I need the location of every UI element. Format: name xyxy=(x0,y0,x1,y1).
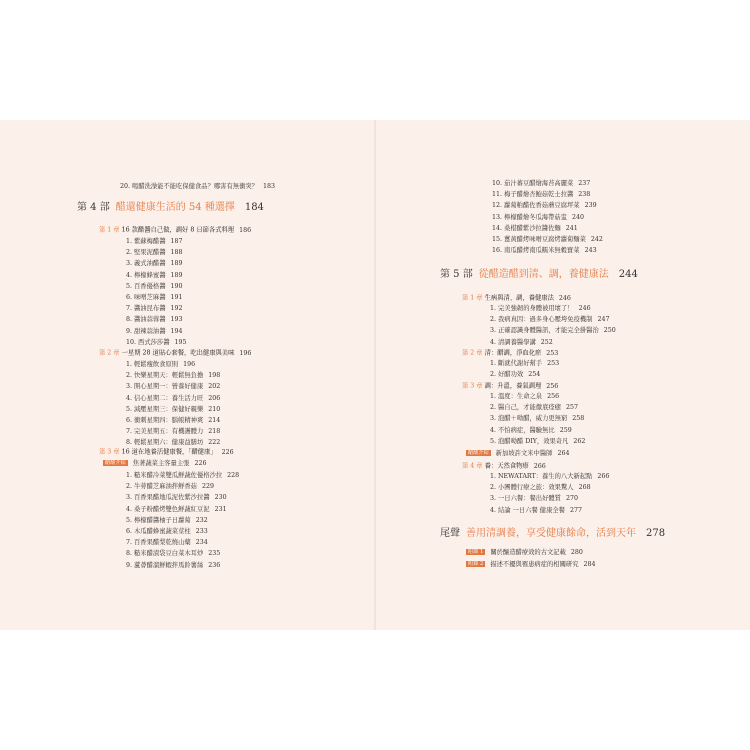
toc-entry-title: 4. 清調養醫學講 xyxy=(490,338,536,346)
toc-entry xyxy=(126,472,239,480)
toc-entry-page: 196 xyxy=(183,361,196,368)
toc-entry-title: 4. 結論 一日六餐 健康全餐 xyxy=(490,506,565,514)
left-chapter-3-feature: 醋酸介紹 焦著蔬菜主客量主張 226 xyxy=(105,460,207,467)
toc-entry-title: 2. 醫自己，才能徹底痊癒 xyxy=(490,404,561,412)
toc-entry-page: 247 xyxy=(597,316,610,324)
toc-entry-page: 280 xyxy=(570,549,583,556)
toc-entry-title: 描述不擾與罹患病症的相關研究 xyxy=(490,561,579,568)
toc-entry xyxy=(466,561,596,569)
toc-entry-title: 2. 好醋功效 xyxy=(490,371,524,379)
toc-entry-title: 3. 百香果醋地瓜泥佐紫沙拉醬 xyxy=(126,494,210,502)
toc-entry-page: 229 xyxy=(201,483,215,491)
part-5-heading: 第 5 部 從醋造醋到清、調，養健康法 244 xyxy=(440,269,638,280)
toc-entry-title: 10. 茄汁蕃豆醋燴海苔高麗菜 xyxy=(492,180,574,187)
toc-entry-title: 2. 牛蒡醋芝麻油拌鮮香菇 xyxy=(126,483,197,491)
part-4-heading: 第 4 部 醋還健康生活的 54 種選擇 184 xyxy=(77,202,264,213)
toc-entry-title: 2. 堅果泥醋醬 xyxy=(126,249,166,257)
toc-entry-page: 234 xyxy=(195,539,208,547)
toc-entry xyxy=(126,417,220,425)
toc-entry xyxy=(490,360,559,368)
toc-entry xyxy=(126,294,183,302)
toc-entry-page: 254 xyxy=(528,371,541,379)
toc-entry-page: 191 xyxy=(170,294,183,301)
toc-entry-page: 210 xyxy=(208,405,221,413)
toc-entry xyxy=(492,247,597,255)
toc-entry-title: 5. 檸檬醋醬柚子日蘿蔔 xyxy=(126,516,191,524)
toc-entry xyxy=(126,550,220,558)
toc-entry xyxy=(490,415,584,423)
toc-entry-title: 1. 紫蘇梅醋醬 xyxy=(126,238,166,245)
toc-entry xyxy=(126,517,208,525)
toc-entry xyxy=(126,562,220,570)
toc-entry-page: 241 xyxy=(565,224,578,232)
toc-entry-page: 277 xyxy=(569,506,583,514)
toc-entry xyxy=(126,494,227,502)
toc-entry-title: 7. 百香果醋梨乾燒山藥 xyxy=(126,539,191,547)
toc-entry xyxy=(126,428,220,436)
toc-entry xyxy=(126,361,195,369)
toc-entry xyxy=(490,305,591,313)
toc-entry-title: 4. 檸檬蜂蜜醬 xyxy=(126,271,166,279)
toc-entry-page: 270 xyxy=(565,495,579,503)
epilogue-heading: 尾聲 善用清調養，享受健康餘命，活到天年 278 xyxy=(440,528,666,539)
toc-entry xyxy=(466,549,583,557)
toc-entry xyxy=(126,439,220,447)
toc-entry-title: 7. 完美星期五：有機護體力 xyxy=(126,428,204,436)
toc-entry-page: 239 xyxy=(584,202,597,210)
toc-entry xyxy=(492,225,578,233)
toc-entry xyxy=(126,272,183,280)
toc-entry-title: 4. 信心星期二：養生活力旺 xyxy=(126,394,204,402)
toc-entry xyxy=(490,371,540,379)
toc-entry xyxy=(126,383,220,391)
toc-entry-title: 5. 百香優格醬 xyxy=(126,282,166,290)
toc-entry-page: 253 xyxy=(547,360,560,367)
toc-entry-page: 250 xyxy=(603,327,616,335)
toc-entry-page: 284 xyxy=(583,561,596,568)
toc-entry-page: 266 xyxy=(597,473,610,480)
toc-entry xyxy=(126,539,208,547)
toc-entry-title: 6. 木瓜醋蜂蜜蔬菜莖柱 xyxy=(126,528,191,535)
book-gutter xyxy=(374,120,376,630)
toc-entry-page: 237 xyxy=(578,180,591,187)
toc-entry-page: 202 xyxy=(208,383,221,391)
toc-entry-title: 關於釀造醋療效的古文記載 xyxy=(490,549,566,556)
toc-entry-title: 6. 味噌芝麻醬 xyxy=(126,294,166,301)
toc-entry-title: 8. 醬油蒜蓉醬 xyxy=(126,316,166,324)
toc-entry-title: 15. 薑黃醋烤味噌豆腐烤蘿蔔麵菜 xyxy=(492,236,586,243)
intro-line: 20. 喝醋洗澡能不能吃保健食品？哪害有無衝突？ 183 xyxy=(120,183,275,190)
toc-entry-title: 1. 糙米醋冷菜雙瓜鮮蔬佐優格沙拉 xyxy=(126,472,223,479)
toc-entry-page: 218 xyxy=(208,428,221,436)
toc-entry-title: 7. 醬油昆布醬 xyxy=(126,305,166,313)
toc-entry-title: 16. 南瓜醋烤南瓜糯米無穀寶菜 xyxy=(492,247,580,255)
toc-entry-title: 2. 我病真因：過多身心壓垮免疫機制 xyxy=(490,316,593,324)
toc-entry-page: 214 xyxy=(208,417,221,424)
appendix-tag: 附錄 1 xyxy=(468,549,484,555)
toc-entry xyxy=(490,495,578,503)
toc-entry xyxy=(490,473,609,481)
toc-entry-page: 222 xyxy=(208,439,221,447)
toc-entry-title: 3. 一日六餐：餐出好體質 xyxy=(490,495,561,503)
toc-entry-page: 246 xyxy=(578,305,591,312)
toc-entry xyxy=(126,528,208,536)
toc-entry-title: 1. 溫度：生命之泉 xyxy=(490,393,543,400)
toc-entry-page: 198 xyxy=(208,372,221,380)
right-chapter-4: 第 4 章 養：天然食物療 266 xyxy=(462,462,546,470)
toc-entry xyxy=(126,328,183,336)
toc-entry-page: 235 xyxy=(208,550,221,558)
toc-entry-page: 262 xyxy=(573,437,586,445)
toc-entry-title: 11. 梅子醋燴杏鮑菇乾士拉醬 xyxy=(492,191,574,199)
toc-entry-page: 240 xyxy=(572,213,585,221)
toc-entry xyxy=(490,427,572,435)
toc-entry-title: 12. 蘿蔔粕醋佐香菇蘑豆腐坪菜 xyxy=(492,202,580,210)
toc-entry xyxy=(126,238,183,246)
toc-entry-title: 3. 正確認識身體醫訊，才能完全掛醫治 xyxy=(490,327,599,335)
toc-entry-title: 9. 甜辣蒜油醬 xyxy=(126,327,166,335)
toc-entry xyxy=(126,372,220,380)
appendix-tag: 附錄 2 xyxy=(468,561,484,567)
toc-entry-title: 8. 輕鬆星期六：健康益膳坊 xyxy=(126,439,204,447)
toc-entry xyxy=(126,305,183,313)
toc-entry-page: 228 xyxy=(227,472,240,479)
toc-entry-title: 3. 泡醋＋呦醋，威力更無窮 xyxy=(490,415,568,423)
toc-entry xyxy=(126,395,220,403)
toc-entry xyxy=(126,406,220,414)
toc-entry xyxy=(492,191,590,199)
toc-entry xyxy=(490,339,553,347)
toc-entry xyxy=(126,316,183,324)
toc-entry-title: 5. 泡醋呦醋 DIY，效果奇凡 xyxy=(490,437,569,445)
toc-entry-title: 5. 減壓星期三：保健好親樂 xyxy=(126,405,204,413)
toc-entry xyxy=(492,236,603,244)
toc-entry-page: 188 xyxy=(170,249,183,257)
toc-entry xyxy=(126,249,183,257)
toc-entry-title: 3. 開心星期一：營養好健康 xyxy=(126,383,204,391)
toc-entry-title: 2. 小團體行療之旅：效果驚人 xyxy=(490,484,574,492)
right-chapter-3: 第 3 章 調：升溫，養氣調理 256 xyxy=(462,382,559,390)
toc-entry-title: 13. 檸檬醋燴冬瓜海帶菇盅 xyxy=(492,213,567,221)
toc-entry-page: 256 xyxy=(547,393,560,400)
toc-entry xyxy=(490,484,591,492)
toc-entry xyxy=(126,339,187,347)
toc-entry-page: 231 xyxy=(214,505,227,513)
toc-entry xyxy=(490,393,559,401)
toc-entry-title: 1. 完美強韌的身體被用壞了！ xyxy=(490,305,574,312)
toc-entry xyxy=(490,438,585,446)
toc-entry-page: 187 xyxy=(170,238,183,245)
toc-entry xyxy=(490,316,610,324)
toc-entry-title: 1. 輕鬆瘦飲食原則 xyxy=(126,361,179,368)
toc-entry-title: 4. 不怕病症，醫驗無比 xyxy=(490,426,555,434)
toc-entry-page: 236 xyxy=(208,561,221,569)
toc-entry-page: 232 xyxy=(195,516,208,524)
toc-entry-title: 9. 蘆薈醋溜鮮蝦拌馬鈴薯絲 xyxy=(126,561,204,569)
toc-entry xyxy=(126,483,214,491)
toc-entry xyxy=(490,327,616,335)
toc-entry-page: 193 xyxy=(170,316,183,324)
toc-entry xyxy=(490,507,582,515)
toc-entry-page: 242 xyxy=(590,236,603,243)
toc-entry-page: 189 xyxy=(170,271,183,279)
toc-entry-page: 206 xyxy=(208,394,221,402)
toc-entry-title: 1. NEWATART：養生的八大新起點 xyxy=(490,473,593,480)
toc-entry xyxy=(492,180,590,188)
toc-entry-page: 233 xyxy=(195,528,208,535)
toc-entry-title: 4. 桑子粉醋烤雙色鮮蔬紅豆泥 xyxy=(126,505,210,513)
toc-entry-title: 10. 西式莎莎醬 xyxy=(126,338,170,346)
toc-entry-page: 195 xyxy=(174,338,187,346)
toc-entry-page: 259 xyxy=(559,426,572,434)
toc-entry-page: 189 xyxy=(170,260,183,268)
toc-entry xyxy=(126,260,183,268)
toc-entry-page: 194 xyxy=(170,327,183,335)
toc-entry-title: 6. 衝刺星期四：腦帳精神爽 xyxy=(126,417,204,424)
toc-entry-title: 14. 桑椹醋紫沙拉醬佐麵 xyxy=(492,224,561,232)
toc-entry-page: 238 xyxy=(578,191,591,199)
left-chapter-1: 第 1 章 16 款醋醬自己做，調好 8 日節各式料理 186 xyxy=(99,226,252,234)
toc-entry xyxy=(126,283,183,291)
toc-entry xyxy=(492,202,597,210)
toc-entry xyxy=(492,214,584,222)
toc-entry-title: 2. 快樂星期天：輕鬆無負擔 xyxy=(126,372,204,380)
toc-entry-title: 1. 斷就代謝好幫手 xyxy=(490,360,543,367)
toc-entry-page: 190 xyxy=(170,282,183,290)
toc-entry-title: 3. 義式油醋醬 xyxy=(126,260,166,268)
right-chapter-1: 第 1 章 生病與清、調，養健康法 246 xyxy=(462,294,571,302)
left-chapter-3: 第 3 章 16 道在地養活健康餐，「醋健康」 226 xyxy=(99,448,234,456)
toc-entry xyxy=(490,404,578,412)
toc-entry-page: 230 xyxy=(214,494,227,502)
toc-entry-page: 252 xyxy=(540,338,553,346)
toc-entry-page: 258 xyxy=(572,415,585,423)
toc-entry-title: 8. 糙米醋漬袋豆白菜木耳炒 xyxy=(126,550,204,558)
toc-entry-page: 268 xyxy=(578,484,591,492)
right-chapter-3-feature: 醋酸介紹 新加坡許文米中醫師 264 xyxy=(468,450,570,457)
toc-entry-page: 257 xyxy=(565,404,579,412)
toc-entry-page: 243 xyxy=(584,247,597,255)
toc-entry-page: 192 xyxy=(170,305,183,313)
left-chapter-2: 第 2 章 一星期 28 道貼心套餐，吃出健康與美味 196 xyxy=(99,349,252,357)
toc-entry xyxy=(126,506,227,514)
right-chapter-2: 第 2 章 清：醋調，淨血化瘀 253 xyxy=(462,349,559,357)
